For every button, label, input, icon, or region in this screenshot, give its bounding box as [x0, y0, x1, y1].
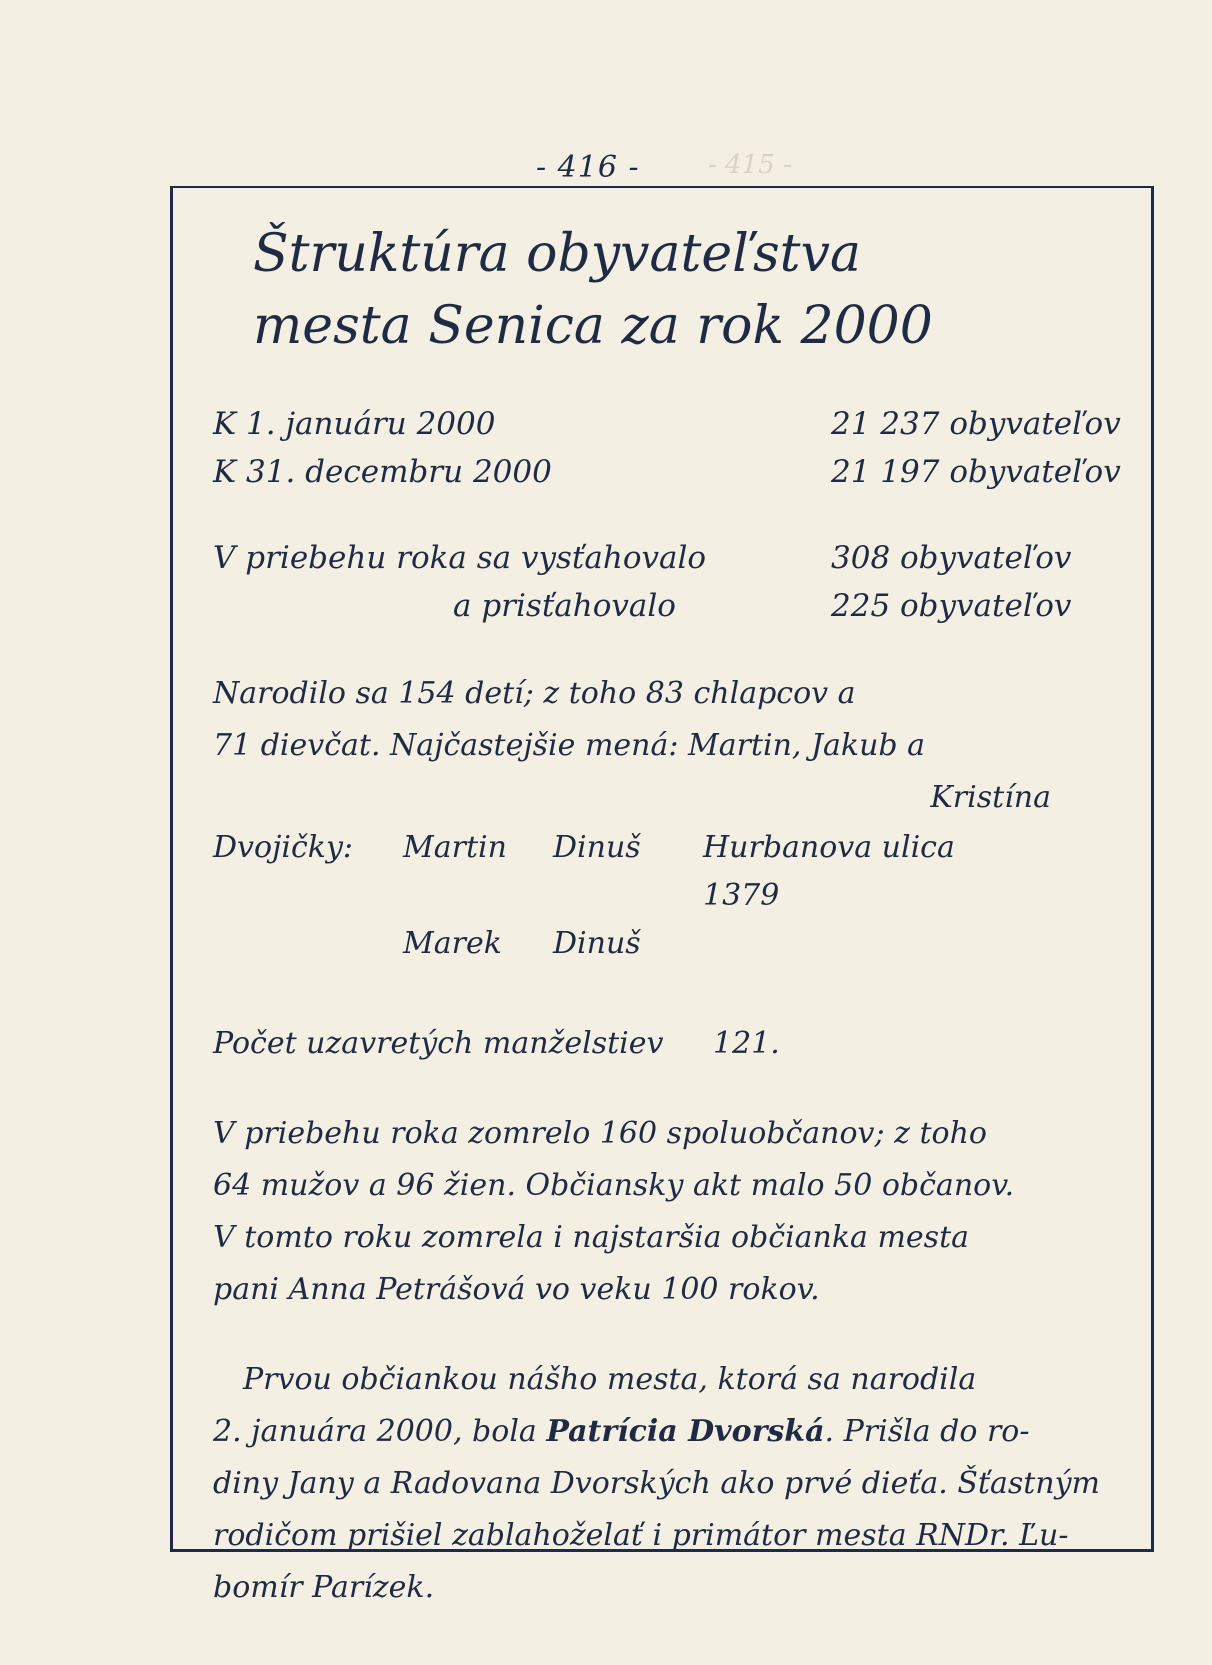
population-label: K 1. januáru 2000	[213, 406, 496, 442]
population-row	[213, 400, 1121, 448]
population-value: 21 197 obyvateľov	[831, 454, 1121, 490]
bleed-through-page-number: - 415 -	[708, 150, 792, 180]
deaths-line: V tomto roku zomrela i najstaršia občianka mesta	[213, 1220, 970, 1255]
page-frame	[170, 186, 1154, 1605]
marriages-line	[213, 1018, 1121, 1070]
deaths-line: pani Anna Petrášová vo veku 100 rokov.	[213, 1272, 820, 1307]
births-section	[213, 668, 1121, 824]
marriages-label: Počet uzavretých manželstiev	[213, 1026, 664, 1061]
first-citizen-section	[213, 1354, 1121, 1614]
births-line: Kristína	[930, 780, 1051, 815]
population-row	[213, 448, 1121, 496]
migration-label: a prisťahovalo	[453, 588, 676, 624]
title-line-2: mesta Senica za rok 2000	[253, 296, 933, 356]
deaths-line: 64 mužov a 96 žien. Občiansky akt malo 50 občanov.	[213, 1168, 1015, 1203]
twin-first-name: Martin	[403, 830, 507, 865]
deaths-line: V priebehu roka zomrelo 160 spoluobčanov; z toho	[213, 1116, 987, 1151]
twins-section	[213, 824, 1121, 968]
first-citizen-line: rodičom prišiel zablahoželať i primátor mesta RNDr. Ľu-	[213, 1518, 1069, 1553]
first-citizen-line: diny Jany a Radovana Dvorských ako prvé dieťa. Šťastným	[213, 1466, 1101, 1501]
first-citizen-line: Prvou občiankou nášho mesta, ktorá sa narodila	[243, 1362, 977, 1397]
marriages-value: 121.	[713, 1026, 780, 1061]
first-citizen-line	[213, 1406, 1121, 1458]
first-citizen-date: 2. januára 2000, bola	[213, 1414, 537, 1449]
migration-label: V priebehu roka sa vysťahovalo	[213, 540, 707, 576]
births-line: Narodilo sa 154 detí; z toho 83 chlapcov a	[213, 676, 856, 711]
migration-section	[213, 534, 1121, 630]
population-value: 21 237 obyvateľov	[831, 406, 1121, 442]
births-line: 71 dievčat. Najčastejšie mená: Martin, Jakub a	[213, 728, 926, 763]
twins-address: Hurbanova ulica 1379	[703, 830, 955, 913]
migration-value: 225 obyvateľov	[831, 588, 1072, 624]
migration-row	[213, 534, 1121, 582]
deaths-section	[213, 1108, 1121, 1316]
migration-row	[213, 582, 1121, 630]
page-number: - 416 -	[536, 150, 640, 185]
twin-first-name: Marek	[403, 926, 502, 961]
page-title	[253, 218, 1121, 362]
twin-surname: Dinuš	[553, 926, 641, 961]
migration-value: 308 obyvateľov	[831, 540, 1072, 576]
population-label: K 31. decembru 2000	[213, 454, 552, 490]
title-line-1: Štruktúra obyvateľstva	[253, 224, 861, 284]
first-citizen-name: Patrícia Dvorská	[546, 1414, 825, 1449]
first-citizen-line: bomír Parízek.	[213, 1570, 435, 1605]
twins-label: Dvojičky:	[213, 830, 353, 865]
marriages-section	[213, 1018, 1121, 1070]
chronicle-content	[213, 218, 1121, 1614]
population-section	[213, 400, 1121, 496]
twin-surname: Dinuš	[553, 830, 641, 865]
first-citizen-text: . Prišla do ro-	[824, 1414, 1030, 1449]
